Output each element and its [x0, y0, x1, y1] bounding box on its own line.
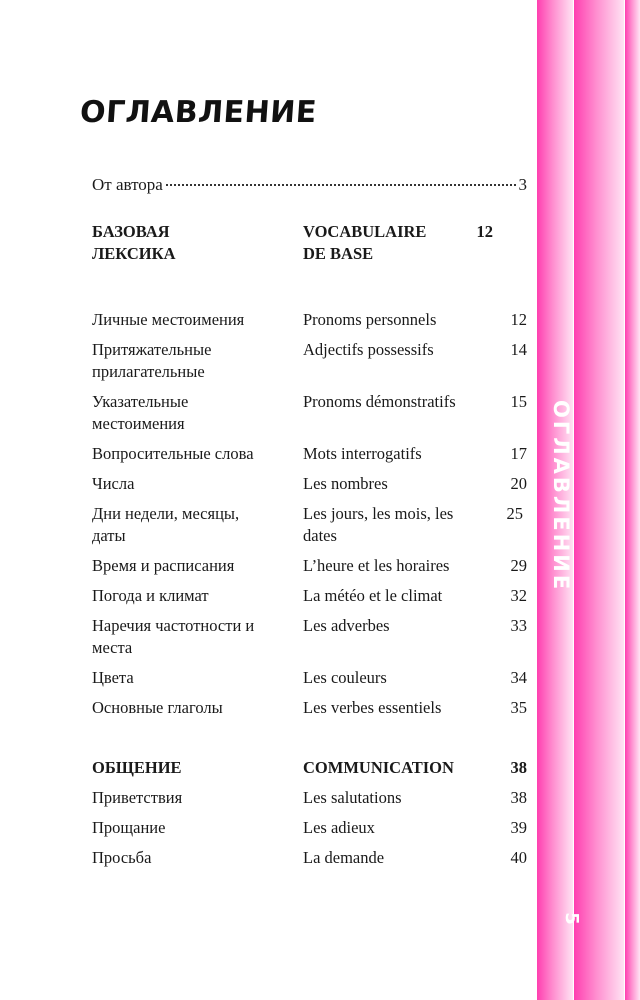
entry-ru: Указательные местоимения	[92, 392, 189, 433]
entry-ru: Погода и климат	[92, 586, 209, 605]
entry-ru: Цвета	[92, 668, 134, 687]
decorative-strip	[574, 0, 624, 1000]
entry-ru: Прощание	[92, 818, 166, 837]
entry-fr: La météo et le climat	[303, 586, 443, 605]
entry-page: 20	[510, 474, 527, 493]
toc-entry[interactable]	[92, 787, 527, 809]
entry-page: 25	[506, 504, 523, 523]
toc-entry[interactable]	[92, 817, 527, 839]
toc-entry[interactable]	[92, 473, 527, 495]
toc-entry[interactable]	[92, 443, 527, 465]
toc-entry[interactable]	[92, 847, 527, 869]
entry-ru: Вопросительные слова	[92, 444, 254, 463]
section-title-fr: COMMUNICATION	[303, 758, 454, 777]
entry-page: 15	[510, 392, 527, 411]
entry-fr: Les jours, les mois, les dates	[303, 504, 454, 545]
entry-fr: Les couleurs	[303, 668, 387, 687]
toc-entry[interactable]	[92, 555, 527, 577]
section-title-ru: БАЗОВАЯ ЛЕКСИКА	[92, 222, 176, 263]
page-title: ОГЛАВЛЕНИЕ	[78, 95, 318, 130]
section-page: 38	[510, 758, 527, 777]
toc-entry[interactable]	[92, 391, 527, 435]
table-of-contents	[92, 221, 527, 869]
toc-entry[interactable]	[92, 503, 527, 547]
entry-fr: Pronoms personnels	[303, 310, 437, 329]
section-title-fr: VOCABULAIRE DE BASE	[303, 222, 427, 263]
entry-fr: L’heure et les horaires	[303, 556, 450, 575]
entry-fr: Les adieux	[303, 818, 375, 837]
entry-fr: Adjectifs possessifs	[303, 340, 434, 359]
decorative-strip	[625, 0, 640, 1000]
section-page: 12	[476, 222, 493, 241]
entry-page: 40	[510, 848, 527, 867]
entry-ru: Приветствия	[92, 788, 183, 807]
entry-ru: Притяжательные прилагательные	[92, 340, 212, 381]
page-number: 5	[560, 912, 582, 925]
toc-entry[interactable]	[92, 615, 527, 659]
entry-ru: Просьба	[92, 848, 152, 867]
entry-ru: Основные глаголы	[92, 698, 223, 717]
entry-page: 39	[510, 818, 527, 837]
side-title: ОГЛАВЛЕНИЕ	[549, 400, 573, 593]
entry-page: 14	[510, 340, 527, 359]
toc-entry[interactable]	[92, 667, 527, 689]
entry-page: 32	[510, 586, 527, 605]
entry-page: 17	[510, 444, 527, 463]
entry-page: 34	[510, 668, 527, 687]
toc-entry[interactable]	[92, 697, 527, 719]
entry-page: 38	[510, 788, 527, 807]
entry-ru: Время и расписания	[92, 556, 235, 575]
entry-fr: La demande	[303, 848, 385, 867]
section-title-ru: ОБЩЕНИЕ	[92, 758, 182, 777]
toc-section-heading[interactable]	[92, 221, 527, 265]
entry-page: 12	[510, 310, 527, 329]
toc-entry-author[interactable]	[92, 175, 527, 195]
toc-entry[interactable]	[92, 585, 527, 607]
entry-ru: Числа	[92, 474, 135, 493]
toc-entry[interactable]	[92, 309, 527, 331]
toc-entry[interactable]	[92, 339, 527, 383]
entry-page: 35	[510, 698, 527, 717]
entry-fr: Les salutations	[303, 788, 402, 807]
entry-fr: Mots interrogatifs	[303, 444, 422, 463]
entry-ru: Наречия частотности и места	[92, 616, 255, 657]
entry-fr: Les verbes essentiels	[303, 698, 442, 717]
toc-entry-label: От автора	[92, 175, 163, 194]
entry-page: 33	[510, 616, 527, 635]
toc-entry-page: 3	[518, 175, 527, 194]
toc-section-heading[interactable]	[92, 757, 527, 779]
entry-ru: Дни недели, месяцы, даты	[92, 504, 240, 545]
entry-fr: Pronoms démonstratifs	[303, 392, 456, 411]
entry-fr: Les adverbes	[303, 616, 390, 635]
entry-ru: Личные местоимения	[92, 310, 245, 329]
leader-dots	[166, 184, 516, 186]
entry-fr: Les nombres	[303, 474, 388, 493]
entry-page: 29	[510, 556, 527, 575]
